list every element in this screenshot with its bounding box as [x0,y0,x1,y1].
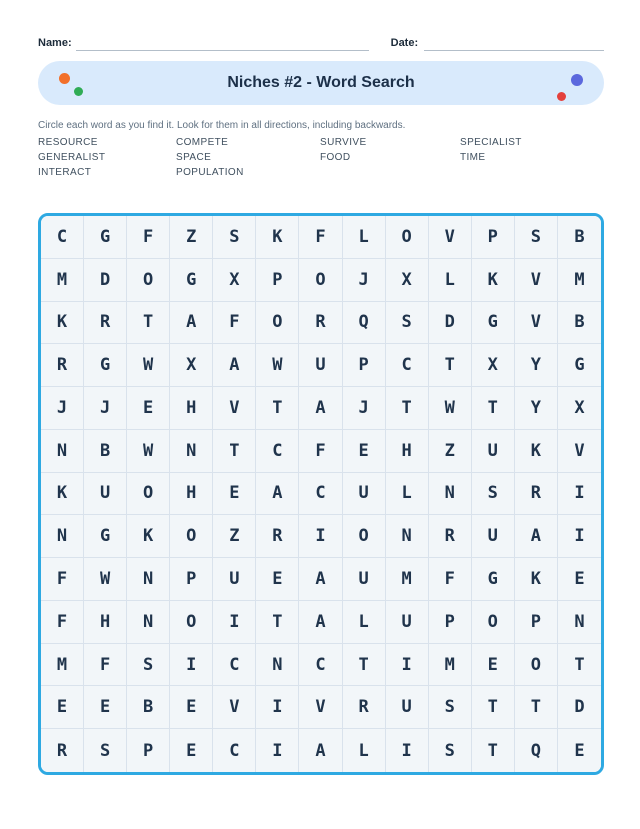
grid-cell[interactable]: G [84,216,127,259]
grid-cell[interactable]: V [429,216,472,259]
word-list-column [460,135,604,180]
grid-cell[interactable]: Y [515,387,558,430]
grid-cell[interactable]: X [472,344,515,387]
grid-cell[interactable]: C [213,729,256,772]
grid-cell[interactable]: X [558,387,601,430]
grid-cell[interactable]: K [515,558,558,601]
grid-cell[interactable]: M [558,259,601,302]
grid-cell[interactable]: R [41,729,84,772]
grid-cell[interactable]: O [170,601,213,644]
grid-cell[interactable]: A [299,729,342,772]
grid-cell[interactable]: W [429,387,472,430]
grid-cell[interactable]: B [127,686,170,729]
grid-cell[interactable]: D [429,302,472,345]
grid-cell[interactable]: P [429,601,472,644]
grid-cell[interactable]: P [170,558,213,601]
grid-cell[interactable]: E [558,729,601,772]
grid-cell[interactable]: H [170,387,213,430]
grid-cell[interactable]: S [127,644,170,687]
grid-cell[interactable]: R [299,302,342,345]
grid-cell[interactable]: W [84,558,127,601]
grid-cell[interactable]: Z [170,216,213,259]
puzzle-frame [38,213,604,775]
grid-cell[interactable]: E [343,430,386,473]
word-list-column [38,135,176,180]
grid-cell[interactable]: G [472,302,515,345]
grid-cell[interactable]: S [515,216,558,259]
grid-cell[interactable]: Z [213,515,256,558]
grid-cell[interactable]: S [472,473,515,516]
grid-cell[interactable]: M [41,259,84,302]
grid-cell[interactable]: N [41,430,84,473]
grid-cell[interactable]: U [386,686,429,729]
word-list-item: POPULATION [176,167,244,178]
grid-cell[interactable]: K [127,515,170,558]
grid-cell[interactable]: W [127,430,170,473]
grid-cell[interactable]: I [558,515,601,558]
grid-cell[interactable]: E [256,558,299,601]
grid-cell[interactable]: S [429,729,472,772]
grid-cell[interactable]: O [256,302,299,345]
grid-cell[interactable]: T [558,644,601,687]
indigo-dot-icon [571,74,583,86]
grid-cell[interactable]: T [127,302,170,345]
grid-cell[interactable]: V [299,686,342,729]
grid-cell[interactable]: X [170,344,213,387]
grid-cell[interactable]: U [472,430,515,473]
grid-cell[interactable]: A [299,558,342,601]
grid-cell[interactable]: G [84,344,127,387]
grid-cell[interactable]: N [429,473,472,516]
grid-cell[interactable]: O [515,644,558,687]
grid-cell[interactable]: O [386,216,429,259]
grid-cell[interactable]: I [256,729,299,772]
grid-cell[interactable]: A [170,302,213,345]
grid-cell[interactable]: N [41,515,84,558]
date-input-line[interactable] [424,37,604,51]
grid-cell[interactable]: O [170,515,213,558]
header-fields [38,34,604,51]
grid-cell[interactable]: J [343,387,386,430]
word-list-column [176,135,320,180]
grid-cell[interactable]: X [386,259,429,302]
grid-cell[interactable]: U [299,344,342,387]
word-list-item: RESOURCE [38,137,98,148]
grid-cell[interactable]: U [386,601,429,644]
grid-cell[interactable]: E [558,558,601,601]
grid-cell[interactable]: P [472,216,515,259]
grid-cell[interactable]: E [41,686,84,729]
grid-cell[interactable]: R [84,302,127,345]
grid-cell[interactable]: H [170,473,213,516]
grid-cell[interactable]: E [127,387,170,430]
grid-cell[interactable]: L [343,729,386,772]
word-list-column [320,135,460,180]
grid-cell[interactable]: T [256,387,299,430]
grid-cell[interactable]: I [386,729,429,772]
grid-cell[interactable]: L [386,473,429,516]
grid-cell[interactable]: P [127,729,170,772]
grid-cell[interactable]: K [472,259,515,302]
title-banner [38,61,604,105]
grid-cell[interactable]: U [343,473,386,516]
grid-cell[interactable]: G [558,344,601,387]
grid-cell[interactable]: Y [515,344,558,387]
grid-cell[interactable]: T [386,387,429,430]
grid-cell[interactable]: I [299,515,342,558]
grid-cell[interactable]: R [515,473,558,516]
grid-cell[interactable]: T [472,686,515,729]
grid-cell[interactable]: T [213,430,256,473]
grid-cell[interactable]: F [41,601,84,644]
page-title: Niches #2 - Word Search [227,74,415,91]
name-input-line[interactable] [76,37,369,51]
grid-cell[interactable]: G [170,259,213,302]
grid-cell[interactable]: V [213,387,256,430]
grid-cell[interactable]: P [256,259,299,302]
grid-cell[interactable]: R [256,515,299,558]
grid-cell[interactable]: E [213,473,256,516]
grid-cell[interactable]: W [256,344,299,387]
grid-cell[interactable]: A [299,387,342,430]
word-list [38,135,604,180]
grid-cell[interactable]: O [472,601,515,644]
grid-cell[interactable]: O [343,515,386,558]
grid-cell[interactable]: G [472,558,515,601]
grid-cell[interactable]: U [343,558,386,601]
grid-cell[interactable]: N [127,558,170,601]
grid-cell[interactable]: F [213,302,256,345]
grid-cell[interactable]: I [558,473,601,516]
grid-cell[interactable]: I [170,644,213,687]
grid-cell[interactable]: M [429,644,472,687]
date-label: Date: [390,37,419,49]
green-dot-icon [74,87,83,96]
grid-cell[interactable]: G [84,515,127,558]
grid-cell[interactable]: D [558,686,601,729]
grid-cell[interactable]: J [84,387,127,430]
name-label: Name: [38,37,72,49]
grid-cell[interactable]: H [84,601,127,644]
grid-cell[interactable]: O [127,259,170,302]
grid-cell[interactable]: I [256,686,299,729]
grid-cell[interactable]: S [84,729,127,772]
grid-cell[interactable]: S [213,216,256,259]
orange-dot-icon [59,73,70,84]
grid-cell[interactable]: L [429,259,472,302]
grid-cell[interactable]: U [213,558,256,601]
grid-cell[interactable]: V [515,302,558,345]
grid-cell[interactable]: J [343,259,386,302]
grid-cell[interactable]: Z [429,430,472,473]
grid-cell[interactable]: T [343,644,386,687]
grid-cell[interactable]: T [472,387,515,430]
word-list-item: GENERALIST [38,152,106,163]
grid-cell[interactable]: T [256,601,299,644]
word-list-item: COMPETE [176,137,229,148]
grid-cell[interactable]: J [41,387,84,430]
grid-cell[interactable]: E [170,729,213,772]
grid-cell[interactable]: W [127,344,170,387]
grid-cell[interactable]: R [429,515,472,558]
grid-cell[interactable]: N [558,601,601,644]
grid-cell[interactable]: S [386,302,429,345]
grid-cell[interactable]: A [213,344,256,387]
grid-cell[interactable]: B [84,430,127,473]
grid-cell[interactable]: C [299,473,342,516]
grid-cell[interactable]: U [472,515,515,558]
grid-cell[interactable]: O [299,259,342,302]
word-list-item: SPACE [176,152,212,163]
grid-cell[interactable]: N [386,515,429,558]
grid-cell[interactable]: E [84,686,127,729]
grid-cell[interactable]: R [41,344,84,387]
grid-cell[interactable]: X [213,259,256,302]
grid-cell[interactable]: B [558,302,601,345]
grid-cell[interactable]: T [429,344,472,387]
grid-cell[interactable]: K [256,216,299,259]
grid-cell[interactable]: K [515,430,558,473]
grid-cell[interactable]: C [256,430,299,473]
grid-cell[interactable]: S [429,686,472,729]
instructions-text: Circle each word as you find it. Look for them in all directions, including backwards. [38,120,406,131]
grid-cell[interactable]: A [256,473,299,516]
red-dot-icon [557,92,566,101]
grid-cell[interactable]: R [343,686,386,729]
grid-cell[interactable]: F [127,216,170,259]
grid-cell[interactable]: K [41,473,84,516]
grid-cell[interactable]: T [472,729,515,772]
grid-cell[interactable]: N [127,601,170,644]
grid-cell[interactable]: F [299,430,342,473]
grid-cell[interactable]: M [386,558,429,601]
grid-cell[interactable]: F [429,558,472,601]
word-list-item: INTERACT [38,167,92,178]
grid-cell[interactable]: Q [515,729,558,772]
grid-cell[interactable]: C [386,344,429,387]
grid-cell[interactable]: F [41,558,84,601]
grid-cell[interactable]: I [213,601,256,644]
grid-cell[interactable]: E [472,644,515,687]
grid-cell[interactable]: F [84,644,127,687]
grid-cell[interactable]: C [213,644,256,687]
grid-cell[interactable]: H [386,430,429,473]
grid-cell[interactable]: B [558,216,601,259]
grid-cell[interactable]: T [515,686,558,729]
grid-cell[interactable]: A [299,601,342,644]
word-list-item: FOOD [320,152,351,163]
grid-cell[interactable]: O [127,473,170,516]
word-list-item: TIME [460,152,486,163]
grid-cell[interactable]: I [386,644,429,687]
grid-cell[interactable]: L [343,601,386,644]
grid-cell[interactable]: F [299,216,342,259]
word-list-item: SPECIALIST [460,137,522,148]
grid-cell[interactable]: A [515,515,558,558]
grid-cell[interactable]: V [213,686,256,729]
grid-cell[interactable]: C [41,216,84,259]
grid-cell[interactable]: P [515,601,558,644]
grid-cell[interactable]: N [256,644,299,687]
grid-cell[interactable]: K [41,302,84,345]
grid-cell[interactable]: U [84,473,127,516]
grid-cell[interactable]: L [343,216,386,259]
grid-cell[interactable]: V [515,259,558,302]
grid-cell[interactable]: N [170,430,213,473]
grid-cell[interactable]: M [41,644,84,687]
puzzle-grid [41,216,601,772]
word-list-item: SURVIVE [320,137,367,148]
grid-cell[interactable]: D [84,259,127,302]
grid-cell[interactable]: Q [343,302,386,345]
grid-cell[interactable]: C [299,644,342,687]
grid-cell[interactable]: V [558,430,601,473]
grid-cell[interactable]: P [343,344,386,387]
grid-cell[interactable]: E [170,686,213,729]
